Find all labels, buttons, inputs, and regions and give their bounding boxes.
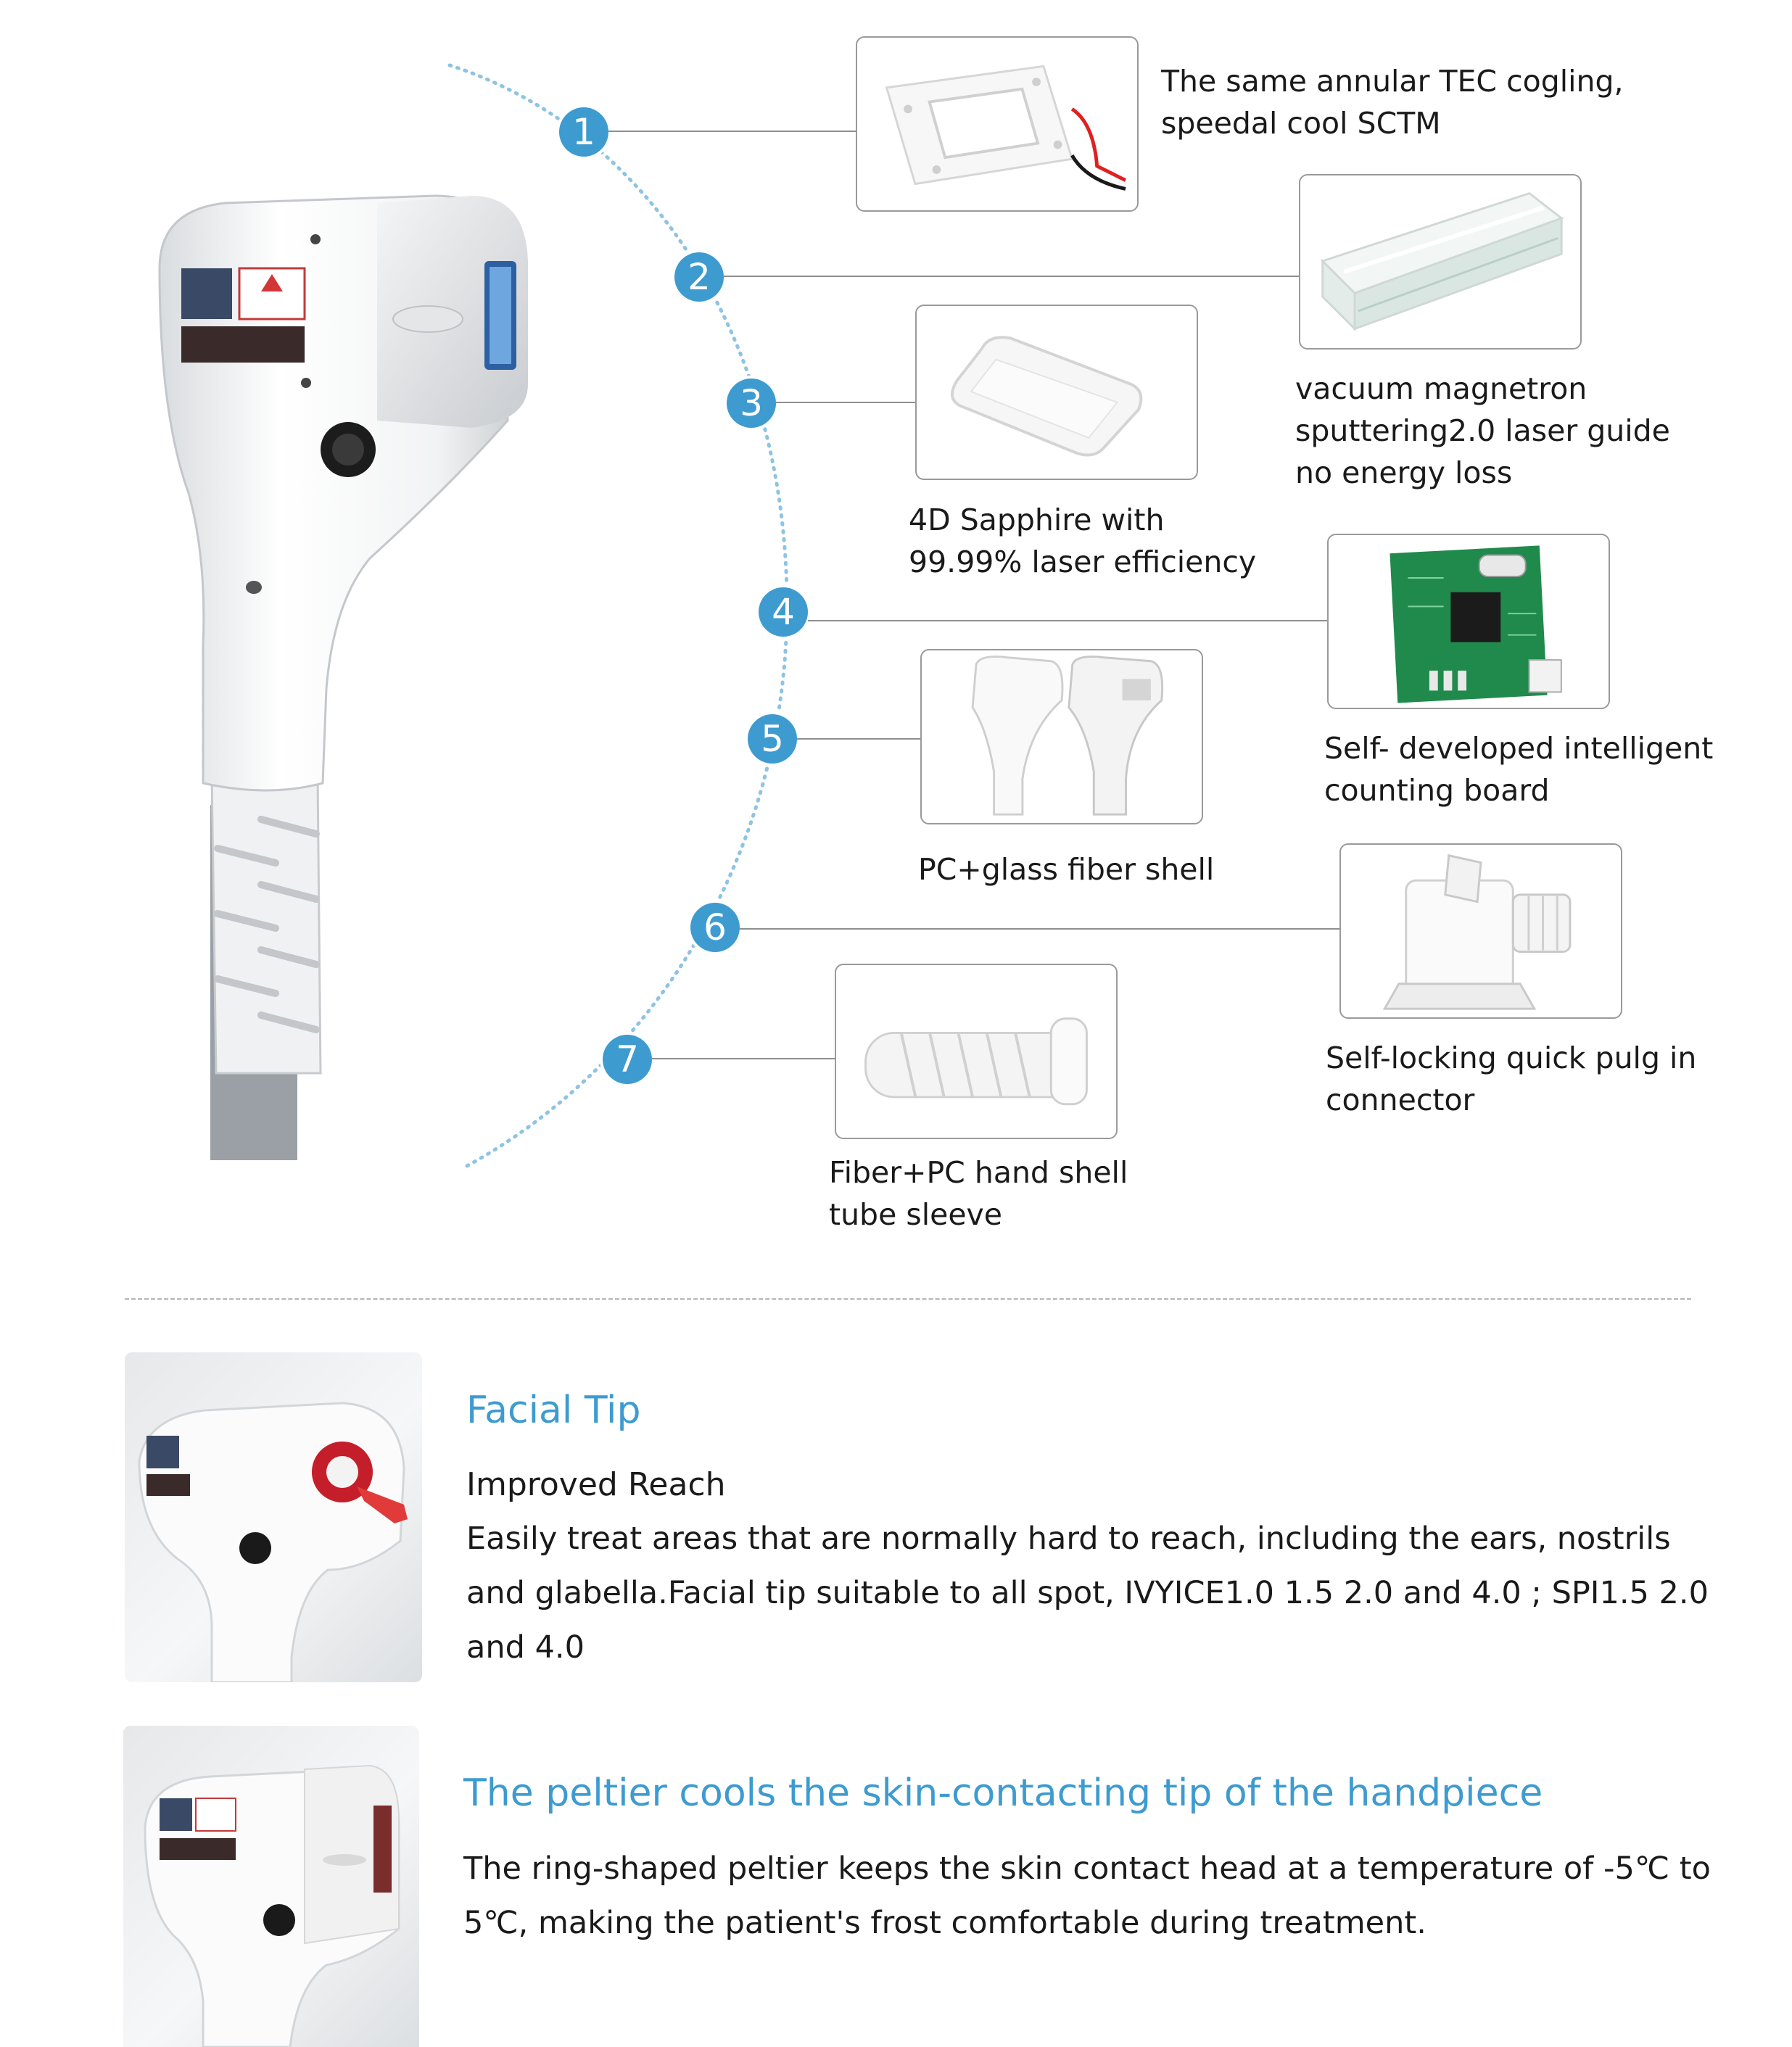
leader-line-3	[776, 402, 915, 403]
marker-3: 3	[727, 379, 776, 428]
caption-line: Self-locking quick pulg in	[1326, 1041, 1697, 1075]
caption-tec-ring	[1161, 60, 1624, 144]
handpiece-image	[131, 181, 537, 1160]
facial-tip-image	[125, 1352, 422, 1682]
marker-4: 4	[759, 587, 808, 637]
marker-7: 7	[603, 1035, 652, 1084]
caption-line: 99.99% laser efficiency	[909, 545, 1257, 579]
caption-line: 4D Sapphire with	[909, 503, 1165, 537]
leader-line-5	[797, 738, 920, 740]
caption-sapphire	[909, 499, 1256, 583]
leader-line-7	[652, 1058, 835, 1059]
section-divider	[125, 1298, 1691, 1300]
body-line: The ring-shaped peltier keeps the skin contact head at a temperature of -5℃ to	[463, 1850, 1711, 1887]
body-line: 5℃, making the patient's frost comfortable during treatment.	[463, 1905, 1426, 1941]
facial-tip-description	[466, 1512, 1709, 1675]
facial-tip-subtitle: Improved Reach	[466, 1466, 726, 1503]
leader-line-2	[724, 276, 1299, 277]
caption-line: PC+glass fiber shell	[918, 852, 1215, 887]
laser-guide-image	[1299, 174, 1582, 350]
tube-sleeve-image	[835, 964, 1118, 1139]
body-line: and 4.0	[466, 1629, 585, 1666]
caption-handle-shell	[918, 848, 1214, 890]
peltier-title: The peltier cools the skin-contacting tip of the handpiece	[463, 1771, 1543, 1815]
caption-line: connector	[1326, 1083, 1475, 1117]
handle-shell-image	[920, 649, 1203, 824]
caption-line: Self- developed intelligent	[1324, 731, 1714, 766]
caption-tube-sleeve	[829, 1151, 1128, 1236]
caption-line: tube sleeve	[829, 1197, 1003, 1232]
counting-board-image	[1327, 534, 1610, 709]
caption-line: vacuum magnetron	[1295, 371, 1587, 406]
leader-line-6	[740, 928, 1339, 930]
marker-1: 1	[559, 107, 608, 157]
facial-tip-title: Facial Tip	[466, 1389, 641, 1432]
caption-connector	[1326, 1037, 1696, 1121]
caption-counting-board	[1324, 727, 1713, 811]
tec-ring-image	[856, 36, 1139, 212]
caption-line: The same annular TEC cogling,	[1161, 64, 1624, 99]
leader-line-1	[608, 131, 856, 132]
connector-image	[1339, 843, 1622, 1019]
caption-line: counting board	[1324, 773, 1550, 808]
marker-6: 6	[690, 903, 740, 952]
caption-line: speedal cool SCTM	[1161, 106, 1441, 141]
leader-line-4	[808, 620, 1327, 621]
sapphire-image	[915, 305, 1198, 480]
peltier-handpiece-image	[123, 1726, 419, 2047]
marker-5: 5	[748, 714, 797, 764]
body-line: and glabella.Facial tip suitable to all spot, IVYICE1.0 1.5 2.0 and 4.0 ; SPI1.5 2.0	[466, 1575, 1709, 1611]
caption-laser-guide	[1295, 368, 1670, 494]
marker-2: 2	[674, 252, 724, 302]
peltier-description	[463, 1842, 1711, 1951]
caption-line: Fiber+PC hand shell	[829, 1155, 1128, 1190]
caption-line: no energy loss	[1295, 455, 1513, 490]
caption-line: sputtering2.0 laser guide	[1295, 413, 1670, 448]
body-line: Easily treat areas that are normally hard to reach, including the ears, nostrils	[466, 1521, 1671, 1557]
